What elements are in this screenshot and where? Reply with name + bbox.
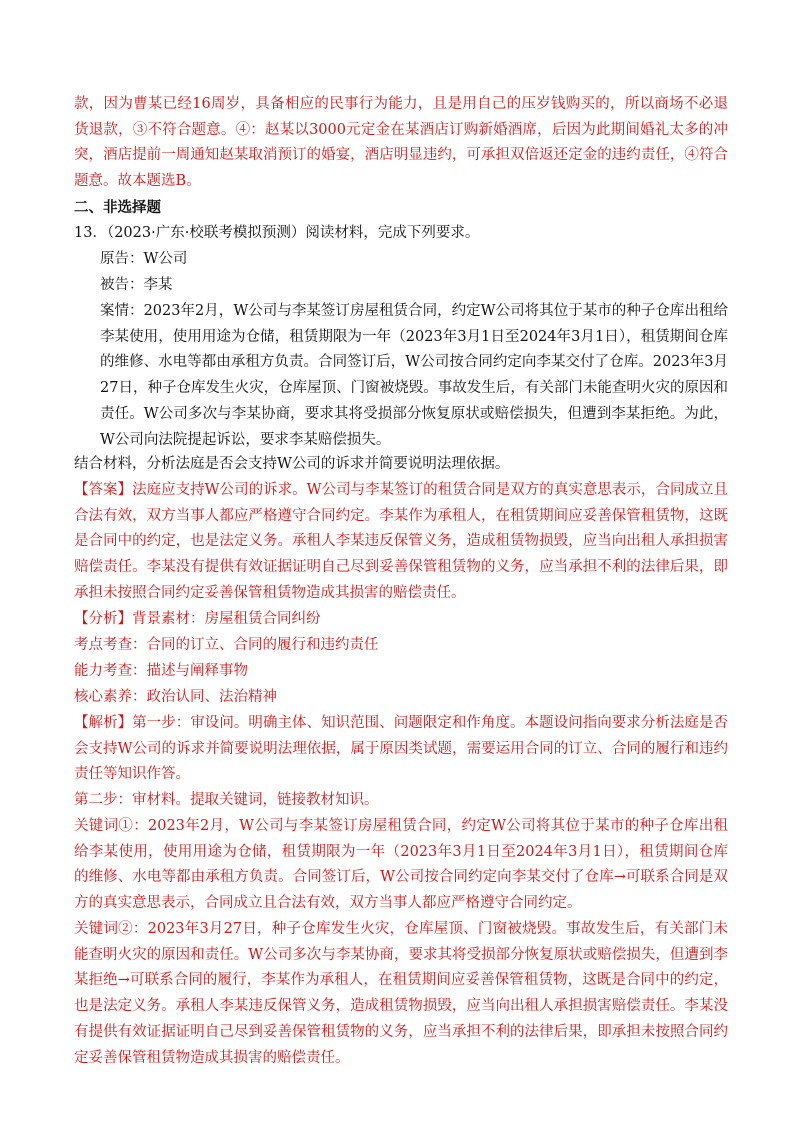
question-header: 13．（2023·广东·校联考模拟预测）阅读材料，完成下列要求。 — [74, 225, 480, 241]
explanation-step2: 第二步：审材料。提取关键词，链接教材知识。 — [74, 792, 379, 808]
analysis-points: 考点考查：合同的订立、合同的履行和违约责任 — [74, 637, 379, 653]
section-title: 二、非选择题 — [74, 199, 161, 216]
answer-tag: 【答案】 — [74, 482, 133, 498]
analysis-literacy: 核心素养：政治认同、法治精神 — [74, 689, 277, 705]
analysis-tag: 【分析】 — [74, 611, 132, 627]
analysis-ability: 能力考查：描述与阐释事物 — [74, 663, 248, 679]
keyword-1: 关键词①：2023年2月，W公司与李某签订房屋租赁合同，约定W公司将其位于某市的种子仓库出租给李某使用，使用用途为仓储，租赁期限为一年（2023年3月1日至2024年3月1日），租赁期间仓库的维修、水电等都由承租方负责。合同签订后，W公司按合同约定向李某交付了仓库→可联系合同是双方的真实意思表示，合同成立且合法有效，双方当事人都应严格遵守合同约定。 — [74, 818, 728, 912]
answer-text: 法庭应支持W公司的诉求。W公司与李某签订的租赁合同是双方的真实意思表示，合同成立且合法有效，双方当事人都应严格遵守合同约定。李某作为承租人，在租赁期间应妥善保管租赁物，这既是合同中的约定，也是法定义务。承租人李某违反保管义务，造成租赁物损毁，应当向出租人承担损害赔偿责任。李某没有提供有效证据证明自己尽到妥善保管租赁物的义务，应当承担不利的法律后果，即承担未按照合同约定妥善保管租赁物造成其损害的赔偿责任。 — [74, 482, 728, 601]
plaintiff-line: 原告：W公司 — [100, 251, 188, 267]
previous-answer-tail: 款，因为曹某已经16周岁，具备相应的民事行为能力，且是用自己的压岁钱购买的，所以商场不必退货退款，③不符合题意。④：赵某以3000元定金在某酒店订购新婚酒席，后因为此期间婚礼太多的冲突，酒店提前一周通知赵某取消预订的婚宴，酒店明显违约，可承担双倍返还定金的违约责任，④符合题意。故本题选B。 — [74, 96, 728, 190]
defendant-line: 被告：李某 — [100, 277, 173, 293]
explanation-step1: 【解析】第一步：审设问。明确主体、知识范围、问题限定和作角度。本题设问指向要求分析法庭是否会支持W公司的诉求并简要说明法理依据，属于原因类试题，需要运用合同的订立、合同的履行和违约责任等知识作答。 — [74, 715, 729, 783]
case-description: 案情：2023年2月，W公司与李某签订房屋租赁合同，约定W公司将其位于某市的种子仓库出租给李某使用，使用用途为仓储，租赁期限为一年（2023年3月1日至2024年3月1日），租赁期间仓库的维修、水电等都由承租方负责。合同签订后，W公司按合同约定向李某交付了仓库。2023年3月27日，种子仓库发生火灾，仓库屋顶、门窗被烧毁。事故发生后，有关部门未能查明火灾的原因和责任。W公司多次与李某协商，要求其将受损部分恢复原状或赔偿损失，但遭到李某拒绝。为此，W公司向法院提起诉讼，要求李某赔偿损失。 — [100, 303, 728, 448]
question-task: 结合材料，分析法庭是否会支持W公司的诉求并简要说明法理依据。 — [74, 456, 510, 472]
answer-block — [74, 478, 728, 607]
keyword-2: 关键词②：2023年3月27日，种子仓库发生火灾，仓库屋顶、门窗被烧毁。事故发生后，有关部门未能查明火灾的原因和责任。W公司多次与李某协商，要求其将受损部分恢复原状或赔偿损失，但遭到李某拒绝→可联系合同的履行，李某作为承租人，在租赁期间应妥善保管租赁物，这既是合同中的约定，也是法定义务。承租人李某违反保管义务，造成租赁物损毁，应当向出租人承担损害赔偿责任。李某没有提供有效证据证明自己尽到妥善保管租赁物的义务，应当承担不利的法律后果，即承担未按照合同约定妥善保管租赁物造成其损害的赔偿责任。 — [74, 921, 728, 1066]
explanation-tag: 【解析】 — [74, 715, 133, 731]
analysis-background: 【分析】背景素材：房屋租赁合同纠纷 — [74, 611, 321, 627]
